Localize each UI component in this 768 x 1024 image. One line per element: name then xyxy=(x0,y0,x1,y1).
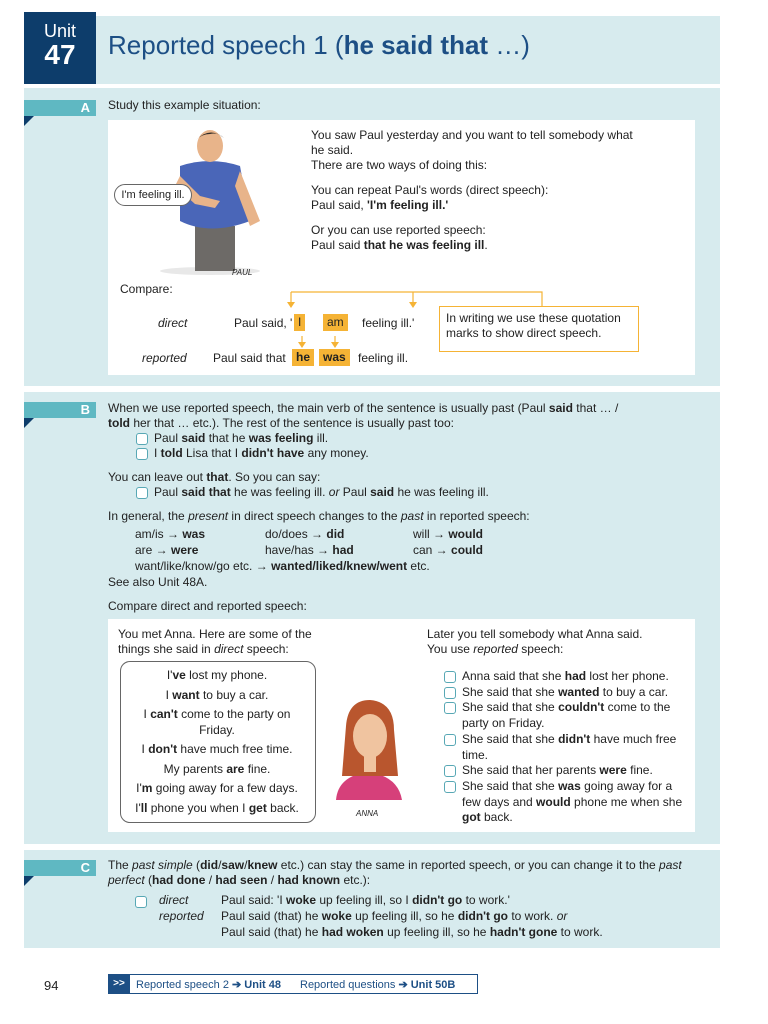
c-reported-line-2 xyxy=(221,925,603,940)
bullet-icon xyxy=(444,781,456,793)
c-p1-c: ( xyxy=(192,858,201,872)
left-intro-c: speech: xyxy=(243,642,289,656)
c-rep2-a: Paul said (that) he xyxy=(221,925,322,939)
c-rep1-c: up feeling ill, so he xyxy=(351,909,458,923)
b-ex2-e: any money. xyxy=(304,446,369,460)
bl-b: want xyxy=(172,687,200,702)
rl-c: lost her phone. xyxy=(586,669,669,683)
anna-top xyxy=(336,772,402,800)
link1-text: Reported speech 2 xyxy=(136,979,233,991)
c-direct-c: up feeling ill, so I xyxy=(316,893,413,907)
rl-b: was xyxy=(558,778,581,793)
paul-label: PAUL xyxy=(232,268,253,277)
bl-c: phone you when I xyxy=(147,800,249,815)
b-ex1-a: Paul xyxy=(154,431,182,445)
bl-a: I' xyxy=(136,781,142,795)
change-1-from: am/is → xyxy=(135,527,183,541)
b-ex1-c: that he xyxy=(205,431,249,445)
c-p1-b: past simple xyxy=(132,858,193,872)
direct-word-1: I xyxy=(294,314,305,331)
rl-f: got xyxy=(462,810,481,825)
b-ex2-d: didn't have xyxy=(241,446,305,460)
section-a-tab-corner xyxy=(24,116,34,126)
b-example-3 xyxy=(108,485,688,500)
bubble-line xyxy=(124,742,310,758)
page-number: 94 xyxy=(44,978,59,993)
reported-item xyxy=(444,779,684,826)
a-p2-bold: 'I'm feeling ill.' xyxy=(367,198,449,212)
a-p1b: There are two ways of doing this: xyxy=(311,158,488,172)
b-p2-c: . So you can say: xyxy=(228,470,321,484)
section-b-tab-corner xyxy=(24,418,34,428)
b-ex3-d: Paul xyxy=(339,485,371,499)
change-6-to: could xyxy=(451,543,484,557)
b-ex3-c: he was feeling ill. xyxy=(230,485,329,499)
bl-c: fine. xyxy=(244,761,271,776)
b-ex3-or: or xyxy=(328,485,340,499)
reported-pre: Paul said that xyxy=(213,351,286,365)
c-rep2-b: had woken xyxy=(321,925,384,939)
b-ex3-f: he was feeling ill. xyxy=(394,485,489,499)
c-rep1-d: didn't go xyxy=(457,909,508,923)
link-reported-questions[interactable] xyxy=(300,978,455,991)
reported-list xyxy=(444,669,684,826)
b-ex2-b: told xyxy=(160,446,183,460)
change-5-from: have/has → xyxy=(265,543,333,557)
bubble-line xyxy=(124,762,310,778)
bl-b: ve xyxy=(172,668,186,682)
change-1-to: was xyxy=(182,527,206,541)
c-rep1-e: to work. xyxy=(508,909,557,923)
b-p1-d: told xyxy=(108,416,130,430)
page-title xyxy=(108,30,530,61)
c-p1-k: ( xyxy=(144,873,153,887)
c-p1-e: / xyxy=(218,858,222,872)
b-ex1-e: ill. xyxy=(313,431,329,445)
a-p3-end: . xyxy=(484,238,488,252)
change-4-to: were xyxy=(171,543,199,557)
link1-unit: ➔ Unit 48 xyxy=(232,979,281,991)
bl-a: I' xyxy=(135,800,141,815)
c-p1-m: / xyxy=(205,873,216,887)
section-a-intro: Study this example situation: xyxy=(108,98,261,112)
change-1 xyxy=(135,527,205,542)
change-5-to: had xyxy=(332,543,354,557)
c-direct-e: to work.' xyxy=(462,893,510,907)
anna-label: ANNA xyxy=(356,809,379,818)
arrow-head-2 xyxy=(409,302,417,308)
link-reported-speech-2[interactable] xyxy=(136,978,281,991)
rl-e: phone me when she xyxy=(570,794,683,809)
bl-b: can't xyxy=(150,707,178,721)
change-5 xyxy=(265,543,354,558)
speech-bubble xyxy=(114,184,192,206)
rl-b: couldn't xyxy=(558,700,605,715)
unit-number: 47 xyxy=(44,39,76,70)
b-p2-b: that xyxy=(206,470,229,484)
c-rep1-b: woke xyxy=(321,909,352,923)
c-p1-g: / xyxy=(244,858,248,872)
section-c-tab-corner xyxy=(24,876,34,886)
change-4-from: are → xyxy=(135,543,172,557)
left-intro-a: You met Anna. Here are some of the things she said in xyxy=(118,627,312,656)
c-direct-b: woke xyxy=(286,893,317,907)
c-rep1-or: or xyxy=(556,909,568,923)
change-3-to: would xyxy=(448,527,484,541)
reported-item xyxy=(444,763,684,779)
c-rep1-a: Paul said (that) he xyxy=(221,909,322,923)
rl-b: were xyxy=(599,763,627,778)
b-p1-c: that … / xyxy=(572,401,619,415)
b-ex1-b: said xyxy=(181,431,206,445)
bl-c: have much free time. xyxy=(177,742,293,756)
rl-a: Anna said that she xyxy=(462,669,565,683)
section-a-text xyxy=(311,128,641,253)
bullet-icon xyxy=(444,702,456,714)
a-p2-example xyxy=(311,198,641,213)
c-direct-line xyxy=(221,893,510,908)
b-ex3-a: Paul xyxy=(154,485,182,499)
right-intro-c: reported xyxy=(473,642,518,656)
rl-d: would xyxy=(536,794,571,809)
reported-item xyxy=(444,700,684,731)
c-p1-p: had known xyxy=(277,873,341,887)
c-direct-a: Paul said: 'I xyxy=(221,893,286,907)
bubble-line xyxy=(124,781,310,797)
direct-post: feeling ill.' xyxy=(362,316,415,330)
c-p1-o: / xyxy=(267,873,278,887)
rl-a: She said that she xyxy=(462,700,559,715)
c-p1-n: had seen xyxy=(215,873,268,887)
change-2-to: did xyxy=(326,527,345,541)
arrow-head-3 xyxy=(298,342,306,348)
b-p3-c: in direct speech changes to the xyxy=(228,509,401,523)
a-p3: Or you can use reported speech: xyxy=(311,223,486,237)
bubble-line xyxy=(124,668,310,684)
rl-a: She said that she xyxy=(462,778,559,793)
c-rep2-d: hadn't gone xyxy=(489,925,558,939)
b-example-2 xyxy=(108,446,688,461)
b-ex3-b: said that xyxy=(181,485,231,499)
c-p1-d: did xyxy=(200,858,219,872)
arrow-head-1 xyxy=(287,302,295,308)
bl-b: are xyxy=(226,761,245,776)
title-text: Reported speech 1 ( xyxy=(108,30,344,60)
anna-bubble-text xyxy=(124,668,310,816)
right-intro-d: speech: xyxy=(517,642,564,656)
a-p3-example xyxy=(311,238,641,253)
c-p1-a: The xyxy=(108,858,133,872)
unit-badge xyxy=(24,12,96,84)
paul-trousers xyxy=(195,226,235,271)
b-ex2-c: Lisa that I xyxy=(182,446,242,460)
c-direct-d: didn't go xyxy=(412,893,463,907)
bullet-icon xyxy=(135,896,147,908)
anna-right-intro xyxy=(427,627,687,657)
reported-item xyxy=(444,685,684,701)
want-line xyxy=(135,559,430,574)
reported-post: feeling ill. xyxy=(358,351,409,365)
reported-word-2: was xyxy=(319,349,350,366)
bl-a: I xyxy=(141,742,149,756)
direct-label: direct xyxy=(158,316,188,330)
link2-unit: ➔ Unit 50B xyxy=(398,979,456,991)
c-rep2-e: to work. xyxy=(557,925,603,939)
change-2-from: do/does → xyxy=(265,527,327,541)
a-p1: You saw Paul yesterday and you want to tell somebody what he said. xyxy=(311,128,633,157)
rl-a: She said that she xyxy=(462,684,559,699)
bl-c: lost my phone. xyxy=(185,668,268,682)
b-p1-b: said xyxy=(548,401,573,415)
title-bold: he said that xyxy=(343,30,489,60)
unit-label: Unit xyxy=(43,21,76,41)
right-intro-a: Later you tell somebody what Anna said. xyxy=(427,627,643,641)
direct-word-2: am xyxy=(323,314,348,331)
anna-neck xyxy=(364,754,376,772)
change-4 xyxy=(135,543,198,558)
c-p1-h: knew xyxy=(247,858,278,872)
bubble-line xyxy=(124,688,310,704)
b-p3 xyxy=(108,509,688,524)
rl-b: had xyxy=(564,669,587,683)
b-ex1-d: was feeling xyxy=(248,431,314,445)
anna-left-intro xyxy=(118,627,318,657)
direct-pre: Paul said, ' xyxy=(234,316,293,330)
c-reported-label: reported xyxy=(159,909,204,923)
bl-b: ll xyxy=(140,800,148,815)
a-p2-pre: Paul said, xyxy=(311,198,368,212)
b-p2 xyxy=(108,470,688,485)
rl-b: didn't xyxy=(558,731,591,746)
c-reported-line-1 xyxy=(221,909,567,924)
b-p2-a: You can leave out xyxy=(108,470,207,484)
bullet-icon xyxy=(444,734,456,746)
bullet-icon xyxy=(136,433,148,445)
section-c-text xyxy=(108,858,693,888)
left-intro-b: direct xyxy=(214,642,244,656)
rl-a: She said that her parents xyxy=(462,763,600,778)
want-b: wanted/liked/knew/went xyxy=(271,559,408,573)
rl-a: She said that she xyxy=(462,731,559,746)
reported-item xyxy=(444,669,684,685)
compare-label: Compare: xyxy=(120,282,173,296)
c-rep2-c: up feeling ill, so he xyxy=(383,925,490,939)
paul-head xyxy=(197,130,223,162)
quotation-note: In writing we use these quotation marks to show direct speech. xyxy=(439,306,639,352)
a-p3-pre: Paul said xyxy=(311,238,364,252)
b-p3-e: in reported speech: xyxy=(423,509,530,523)
bl-a: I' xyxy=(166,668,173,682)
rl-c: have much free time. xyxy=(462,731,677,762)
b-example-1 xyxy=(108,431,688,446)
right-intro-b xyxy=(427,642,687,657)
bubble-line xyxy=(124,707,310,738)
cross-reference-arrow-icon: >> xyxy=(108,974,130,994)
bl-d: get xyxy=(248,800,267,815)
anna-illustration xyxy=(318,696,418,808)
bullet-icon xyxy=(444,671,456,683)
anna-face xyxy=(353,714,387,758)
bullet-icon xyxy=(136,448,148,460)
section-a-tab: A xyxy=(24,100,96,116)
arrow-head-4 xyxy=(331,342,339,348)
c-p1-j: past perfect xyxy=(108,858,682,887)
b-ex2-a: I xyxy=(154,446,161,460)
right-intro-b-1: You use xyxy=(427,642,474,656)
rl-c: going away for a few days and xyxy=(462,778,673,809)
b-p3-a: In general, the xyxy=(108,509,189,523)
c-p1-i: etc.) can stay the same in reported speech, or you can change it to the xyxy=(277,858,660,872)
change-3 xyxy=(413,527,483,542)
bl-a: My parents xyxy=(163,761,227,776)
bl-c: to buy a car. xyxy=(199,687,269,702)
bl-b: don't xyxy=(148,742,178,756)
bl-c: come to the party on Friday. xyxy=(177,707,291,737)
bubble-text: I'm feeling ill. xyxy=(121,189,185,201)
a-p3-bold: that he was feeling ill xyxy=(363,238,485,252)
rl-g: back. xyxy=(480,810,513,825)
section-b-tab: B xyxy=(24,402,96,418)
reported-word-1: he xyxy=(292,349,314,366)
bl-a: I xyxy=(143,707,151,721)
bullet-icon xyxy=(444,687,456,699)
a-p2: You can repeat Paul's words (direct speech): xyxy=(311,183,549,197)
rl-b: wanted xyxy=(558,684,600,699)
bullet-icon xyxy=(136,487,148,499)
b-p1-e: her that … etc.). The rest of the sentence is usually past too: xyxy=(130,416,454,430)
b-p1-a: When we use reported speech, the main verb of the sentence is usually past (Paul xyxy=(108,401,549,415)
bl-a: I xyxy=(165,687,173,702)
b-p3-d: past xyxy=(400,509,424,523)
reported-item xyxy=(444,732,684,763)
link2-text: Reported questions xyxy=(300,979,399,991)
c-p1-l: had done xyxy=(152,873,206,887)
section-c-tab: C xyxy=(24,860,96,876)
bl-e: back. xyxy=(266,800,299,815)
change-3-from: will → xyxy=(413,527,449,541)
bullet-icon xyxy=(444,765,456,777)
see-also: See also Unit 48A. xyxy=(108,575,208,589)
section-b-text xyxy=(108,401,688,524)
c-direct-label: direct xyxy=(159,893,189,907)
reported-label: reported xyxy=(142,351,187,365)
b-ex3-e: said xyxy=(370,485,395,499)
title-end: …) xyxy=(488,30,530,60)
want-c: etc. xyxy=(407,559,430,573)
c-p1-f: saw xyxy=(221,858,245,872)
bubble-line xyxy=(124,801,310,817)
b-compare: Compare direct and reported speech: xyxy=(108,599,307,613)
change-6 xyxy=(413,543,483,558)
c-p1-q: etc.): xyxy=(340,873,371,887)
bl-b: m xyxy=(141,781,153,795)
change-6-from: can → xyxy=(413,543,452,557)
rl-c: come to the party on Friday. xyxy=(462,700,671,731)
want-a: want/like/know/go etc. → xyxy=(135,559,272,573)
change-2 xyxy=(265,527,344,542)
b-p3-b: present xyxy=(188,509,229,523)
b-p1 xyxy=(108,401,688,431)
rl-c: fine. xyxy=(626,763,653,778)
rl-c: to buy a car. xyxy=(599,684,669,699)
bl-c: going away for a few days. xyxy=(152,781,298,795)
